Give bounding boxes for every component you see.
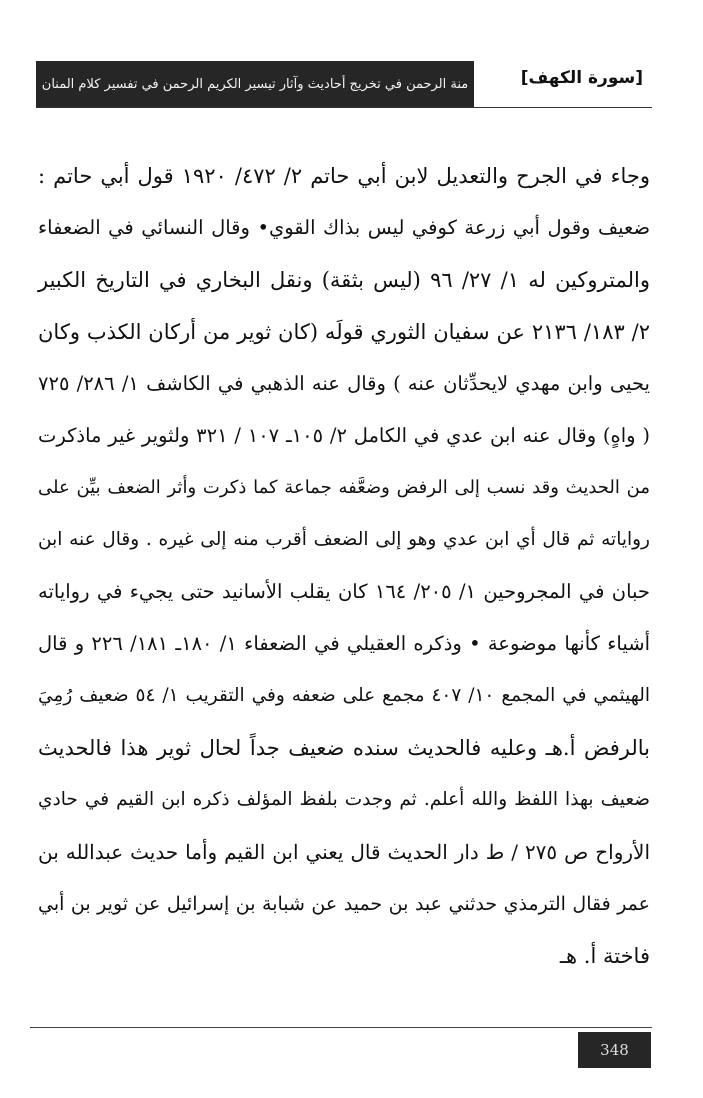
surah-title: [سورة الكهف]	[520, 68, 643, 88]
footer-divider	[30, 1027, 652, 1028]
text-line: الهيثمي في المجمع ١٠/ ٤٠٧ مجمع على ضعفه وفي التقريب ١/ ٥٤ ضعيف رُمِيَ	[38, 685, 651, 706]
body-text	[38, 150, 650, 982]
page-number: 348	[600, 1041, 629, 1059]
text-line: أشياء كأنها موضوعة • وذكره العقيلي في الضعفاء ١/ ١٨٠ـ ١٨١/ ٢٢٦ و قال	[38, 632, 650, 655]
text-line: رواياته ثم قال أي ابن عدي وهو إلى الضعف أقرب منه إلى غيره . وقال عنه ابن	[38, 529, 650, 550]
text-line: بالرفض أ.هـ وعليه فالحديث سنده ضعيف جداً لحال ثوير هذا فالحديث	[38, 736, 650, 760]
text-line: ضعيف بهذا اللفظ والله أعلم. ثم وجدت بلفظ المؤلف ذكره ابن القيم في حادي	[38, 789, 650, 810]
text-line: الأرواح ص ٢٧٥ / ط دار الحديث قال يعني ابن القيم وأما حديث عبدالله بن	[38, 840, 650, 864]
text-line: ( واهٍ) وقال عنه ابن عدي في الكامل ٢/ ١٠٥ـ ١٠٧ / ٣٢١ ولثوير غير ماذكرت	[38, 424, 650, 447]
text-line: والمتروكين له ١/ ٢٧/ ٩٦ (ليس بثقة) ونقل البخاري في التاريخ الكبير	[38, 268, 650, 292]
text-line: ٢/ ١٨٣/ ٢١٣٦ عن سفيان الثوري قولَه (كان ثوير من أركان الكذب وكان	[38, 320, 650, 344]
text-line: ضعيف وقول أبي زرعة كوفي ليس بذاك القوي• وقال النسائي في الضعفاء	[38, 216, 650, 239]
text-line: عمر فقال الترمذي حدثني عبد بن حميد عن شبابة بن إسرائيل عن ثوير بن أبي	[38, 893, 650, 915]
header-divider	[36, 107, 652, 108]
text-line: وجاء في الجرح والتعديل لابن أبي حاتم ٢/ ٤٧٢/ ١٩٢٠ قول أبي حاتم :	[38, 164, 650, 188]
text-line: فاختة أ. هـ	[559, 944, 650, 968]
page-number-box	[578, 1032, 651, 1068]
text-line: من الحديث وقد نسب إلى الرفض وضعَّفه جماعة كما ذكرت وأثر الضعف بيِّن على	[38, 477, 650, 498]
book-title-bar	[36, 61, 474, 107]
book-title: منة الرحمن في تخريج أحاديث وآثار تيسير الكريم الرحمن في تفسير كلام المنان	[41, 76, 469, 92]
text-line: يحيى وابن مهدي لايحدِّثان عنه ) وقال عنه الذهبي في الكاشف ١/ ٢٨٦/ ٧٢٥	[38, 372, 650, 395]
text-line: حبان في المجروحين ١/ ٢٠٥/ ١٦٤ كان يقلب الأسانيد حتى يجيء في رواياته	[38, 580, 650, 603]
